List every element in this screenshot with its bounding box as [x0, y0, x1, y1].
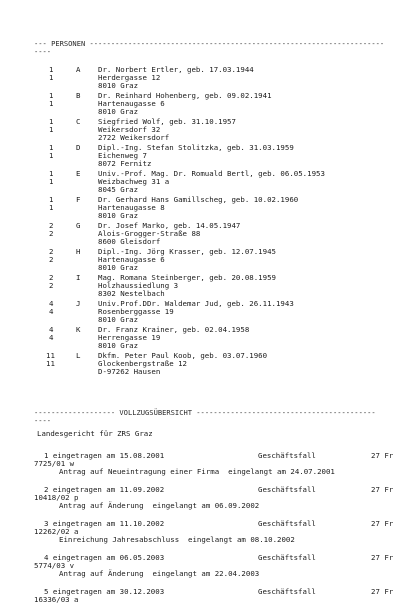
entry-case-nr: 27 Fr	[371, 519, 394, 528]
entry-registered: 4 eingetragen am 06.05.2003	[44, 553, 165, 562]
person-letter: L	[76, 351, 81, 360]
person-nr: 2	[49, 247, 54, 256]
person-nr: 1	[49, 195, 54, 204]
personen-header: --- PERSONEN ---------------------------------------------------------------------	[34, 39, 385, 48]
person-nr-repeat: 1	[49, 125, 54, 134]
person-letter: K	[76, 325, 81, 334]
person-name: Dr. Gerhard Hans Gamillscheg, geb. 10.02.1960	[98, 195, 299, 204]
person-city: 8010 Graz	[98, 341, 139, 350]
person-street: Holzhaussiedlung 3	[98, 281, 179, 290]
entry-case-nr: 27 Fr	[371, 587, 394, 596]
entry-case-label: Geschäftsfall	[258, 485, 316, 494]
entry-action: Antrag auf Änderung eingelangt am 06.09.2002	[59, 501, 260, 510]
person-street: Hartenaugasse 6	[98, 99, 165, 108]
person-letter: G	[76, 221, 81, 230]
person-street: Rosenberggasse 19	[98, 307, 174, 316]
person-letter: A	[76, 65, 81, 74]
person-street: Glockenbergstraße 12	[98, 359, 187, 368]
person-name: Dr. Josef Marko, geb. 14.05.1947	[98, 221, 241, 230]
entry-registered: 5 eingetragen am 30.12.2003	[44, 587, 165, 596]
entry-doc-nr: 5774/03 v	[34, 561, 75, 570]
person-nr: 4	[49, 325, 54, 334]
person-nr-repeat: 2	[49, 255, 54, 264]
person-nr: 1	[49, 169, 54, 178]
person-nr: 4	[49, 299, 54, 308]
person-name: Univ.-Prof. Mag. Dr. Romuald Bertl, geb. 06.05.1953	[98, 169, 325, 178]
person-letter: I	[76, 273, 81, 282]
person-nr-repeat: 1	[49, 151, 54, 160]
person-nr-repeat: 2	[49, 281, 54, 290]
person-street: Eichenweg 7	[98, 151, 147, 160]
person-name: Dipl.-Ing. Jörg Krasser, geb. 12.07.1945	[98, 247, 276, 256]
person-street: Alois-Grogger-Straße 88	[98, 229, 201, 238]
person-name: Siegfried Wolf, geb. 31.10.1957	[98, 117, 236, 126]
person-street: Weikersdorf 32	[98, 125, 161, 134]
person-city: 8010 Graz	[98, 81, 139, 90]
vollzug-header-cont: ----	[34, 416, 52, 425]
person-city: 2722 Weikersdorf	[98, 133, 170, 142]
person-letter: J	[76, 299, 81, 308]
person-nr-repeat: 2	[49, 229, 54, 238]
person-city: 8302 Nestelbach	[98, 289, 165, 298]
entry-registered: 3 eingetragen am 11.10.2002	[44, 519, 165, 528]
person-nr: 2	[49, 273, 54, 282]
entry-case-label: Geschäftsfall	[258, 553, 316, 562]
person-nr-repeat: 1	[49, 203, 54, 212]
person-nr: 2	[49, 221, 54, 230]
person-nr: 1	[49, 117, 54, 126]
entry-doc-nr: 12262/02 a	[34, 527, 79, 536]
person-nr: 1	[49, 143, 54, 152]
entry-case-label: Geschäftsfall	[258, 519, 316, 528]
personen-header-cont: ----	[34, 47, 52, 56]
court-name: Landesgericht für ZRS Graz	[37, 429, 153, 438]
entry-registered: 1 eingetragen am 15.08.2001	[44, 451, 165, 460]
person-city: 8072 Fernitz	[98, 159, 152, 168]
person-letter: E	[76, 169, 81, 178]
vollzug-header: ------------------- VOLLZUGSÜBERSICHT ------------------------------------------	[34, 408, 376, 417]
person-city: 8010 Graz	[98, 315, 139, 324]
entry-case-label: Geschäftsfall	[258, 451, 316, 460]
entry-case-nr: 27 Fr	[371, 485, 394, 494]
person-street: Hartenaugasse 6	[98, 255, 165, 264]
entry-action: Einreichung Jahresabschluss eingelangt am 08.10.2002	[59, 535, 295, 544]
person-name: Univ.Prof.DDr. Waldemar Jud, geb. 26.11.1943	[98, 299, 294, 308]
person-city: D-97262 Hausen	[98, 367, 161, 376]
person-nr: 1	[49, 91, 54, 100]
person-city: 8010 Graz	[98, 211, 139, 220]
person-name: Dkfm. Peter Paul Koob, geb. 03.07.1960	[98, 351, 268, 360]
person-nr-repeat: 1	[49, 99, 54, 108]
person-letter: H	[76, 247, 81, 256]
person-name: Dr. Reinhard Hohenberg, geb. 09.02.1941	[98, 91, 272, 100]
entry-doc-nr: 7725/01 w	[34, 459, 75, 468]
person-nr-repeat: 4	[49, 307, 54, 316]
entry-doc-nr: 10418/02 p	[34, 493, 79, 502]
person-street: Herdergasse 12	[98, 73, 161, 82]
entry-doc-nr: 16336/03 a	[34, 595, 79, 604]
person-nr-repeat: 1	[49, 177, 54, 186]
entry-case-nr: 27 Fr	[371, 553, 394, 562]
person-city: 8010 Graz	[98, 107, 139, 116]
person-name: Mag. Romana Steinberger, geb. 20.08.1959	[98, 273, 276, 282]
person-city: 8045 Graz	[98, 185, 139, 194]
person-street: Hartenaugasse 8	[98, 203, 165, 212]
entry-case-label: Geschäftsfall	[258, 587, 316, 596]
person-name: Dr. Franz Krainer, geb. 02.04.1958	[98, 325, 250, 334]
person-letter: B	[76, 91, 81, 100]
person-city: 8600 Gleisdorf	[98, 237, 161, 246]
person-street: Weizbachweg 31 a	[98, 177, 170, 186]
person-city: 8010 Graz	[98, 263, 139, 272]
person-nr-repeat: 4	[49, 333, 54, 342]
person-nr: 1	[49, 65, 54, 74]
person-nr-repeat: 1	[49, 73, 54, 82]
person-street: Herrengasse 19	[98, 333, 161, 342]
person-nr-repeat: 11	[46, 359, 55, 368]
entry-case-nr: 27 Fr	[371, 451, 394, 460]
entry-action: Antrag auf Neueintragung einer Firma eingelangt am 24.07.2001	[59, 467, 335, 476]
person-letter: F	[76, 195, 81, 204]
person-nr: 11	[46, 351, 55, 360]
entry-registered: 2 eingetragen am 11.09.2002	[44, 485, 165, 494]
person-name: Dipl.-Ing. Stefan Stolitzka, geb. 31.03.1959	[98, 143, 294, 152]
person-letter: D	[76, 143, 81, 152]
entry-action: Antrag auf Änderung eingelangt am 22.04.2003	[59, 569, 260, 578]
person-name: Dr. Norbert Ertler, geb. 17.03.1944	[98, 65, 254, 74]
person-letter: C	[76, 117, 81, 126]
